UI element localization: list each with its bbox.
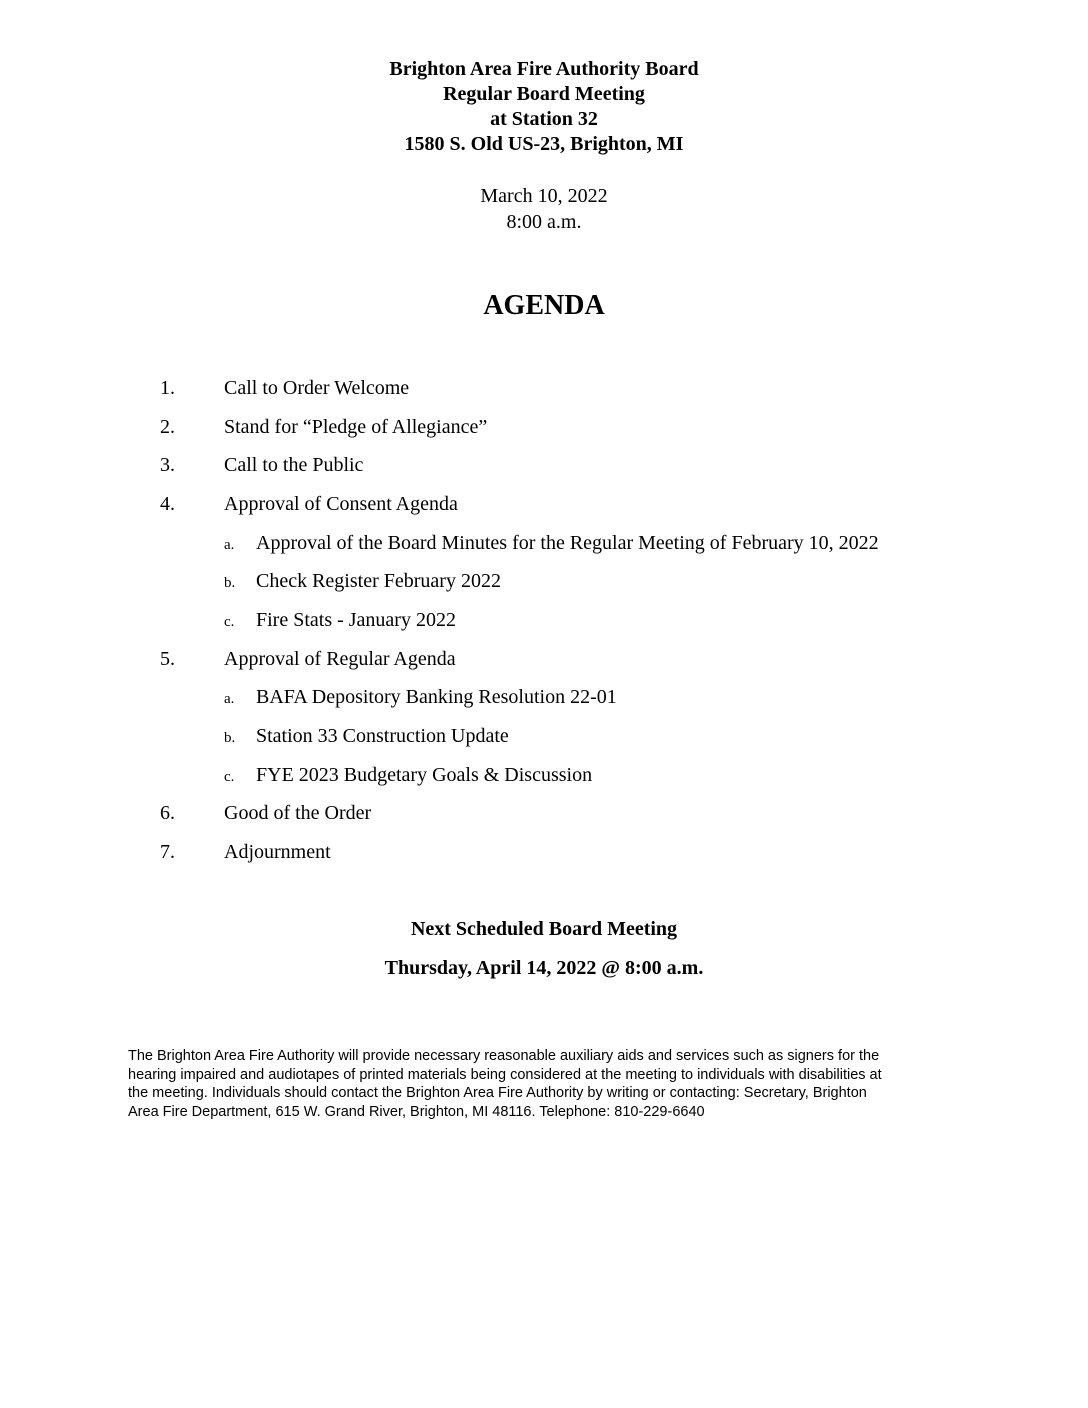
agenda-item-number: 4. [160,493,175,515]
agenda-item-5 [0,644,1088,674]
agenda-item-number: 7. [160,841,175,863]
meeting-type: Regular Board Meeting [443,83,645,105]
agenda-subitem-letter: b. [224,730,236,746]
agenda-item-text: Approval of Consent Agenda [224,493,458,515]
agenda-item-number: 2. [160,416,175,438]
notice-line: the meeting. Individuals should contact the Brighton Area Fire Authority by writing or contacting: Secretary, Brighton [128,1085,867,1101]
agenda-item-text: Approval of Regular Agenda [224,648,456,670]
agenda-item-1 [0,373,1088,403]
agenda-subitem-4c [0,605,1088,635]
agenda-subitem-letter: a. [224,691,235,707]
agenda-subitem-5b [0,721,1088,751]
agenda-subitem-text: BAFA Depository Banking Resolution 22-01 [256,686,617,708]
agenda-subitem-text: Station 33 Construction Update [256,725,509,747]
notice-line: The Brighton Area Fire Authority will provide necessary reasonable auxiliary aids and services such as signers for the [128,1048,880,1064]
organization-name: Brighton Area Fire Authority Board [389,58,699,80]
agenda-item-number: 6. [160,802,175,824]
agenda-item-6 [0,798,1088,828]
agenda-subitem-4a [0,528,1088,558]
agenda-subitem-letter: a. [224,537,235,553]
agenda-item-4 [0,489,1088,519]
agenda-subitem-5a [0,682,1088,712]
agenda-item-text: Call to Order Welcome [224,377,410,399]
agenda-title: AGENDA [483,290,605,321]
agenda-item-text: Adjournment [224,841,331,863]
agenda-item-2 [0,412,1088,442]
agenda-subitem-letter: b. [224,575,236,591]
meeting-date: March 10, 2022 [480,185,608,207]
agenda-subitem-letter: c. [224,769,235,785]
next-meeting-heading: Next Scheduled Board Meeting [410,918,678,940]
notice-line: hearing impaired and audiotapes of printed materials being considered at the meeting to individuals with disabilities at [128,1066,882,1083]
meeting-address: 1580 S. Old US-23, Brighton, MI [404,133,684,155]
accessibility-notice [128,1047,978,1121]
agenda-item-3 [0,450,1088,480]
agenda-subitem-4b [0,566,1088,596]
agenda-item-number: 3. [160,454,175,476]
agenda-subitem-text: Approval of the Board Minutes for the Regular Meeting of February 10, 2022 [256,532,879,554]
meeting-time: 8:00 a.m. [506,211,582,233]
agenda-subitem-text: FYE 2023 Budgetary Goals & Discussion [256,764,593,786]
agenda-item-7 [0,837,1088,867]
agenda-subitem-text: Check Register February 2022 [256,570,501,592]
document-header [0,57,1088,157]
agenda-subitem-text: Fire Stats - January 2022 [256,609,456,631]
agenda-subitem-letter: c. [224,614,235,630]
agenda-subitem-5c [0,760,1088,790]
meeting-location: at Station 32 [490,108,598,130]
agenda-item-text: Stand for “Pledge of Allegiance” [224,416,488,438]
notice-line: Area Fire Department, 615 W. Grand River, Brighton, MI 48116. Telephone: 810-229-6640 [128,1103,705,1120]
meeting-datetime [0,183,1088,235]
agenda-item-text: Call to the Public [224,454,364,476]
agenda-item-number: 5. [160,648,175,670]
agenda-item-text: Good of the Order [224,802,372,824]
agenda-item-number: 1. [160,377,175,399]
next-meeting-datetime: Thursday, April 14, 2022 @ 8:00 a.m. [384,957,704,979]
